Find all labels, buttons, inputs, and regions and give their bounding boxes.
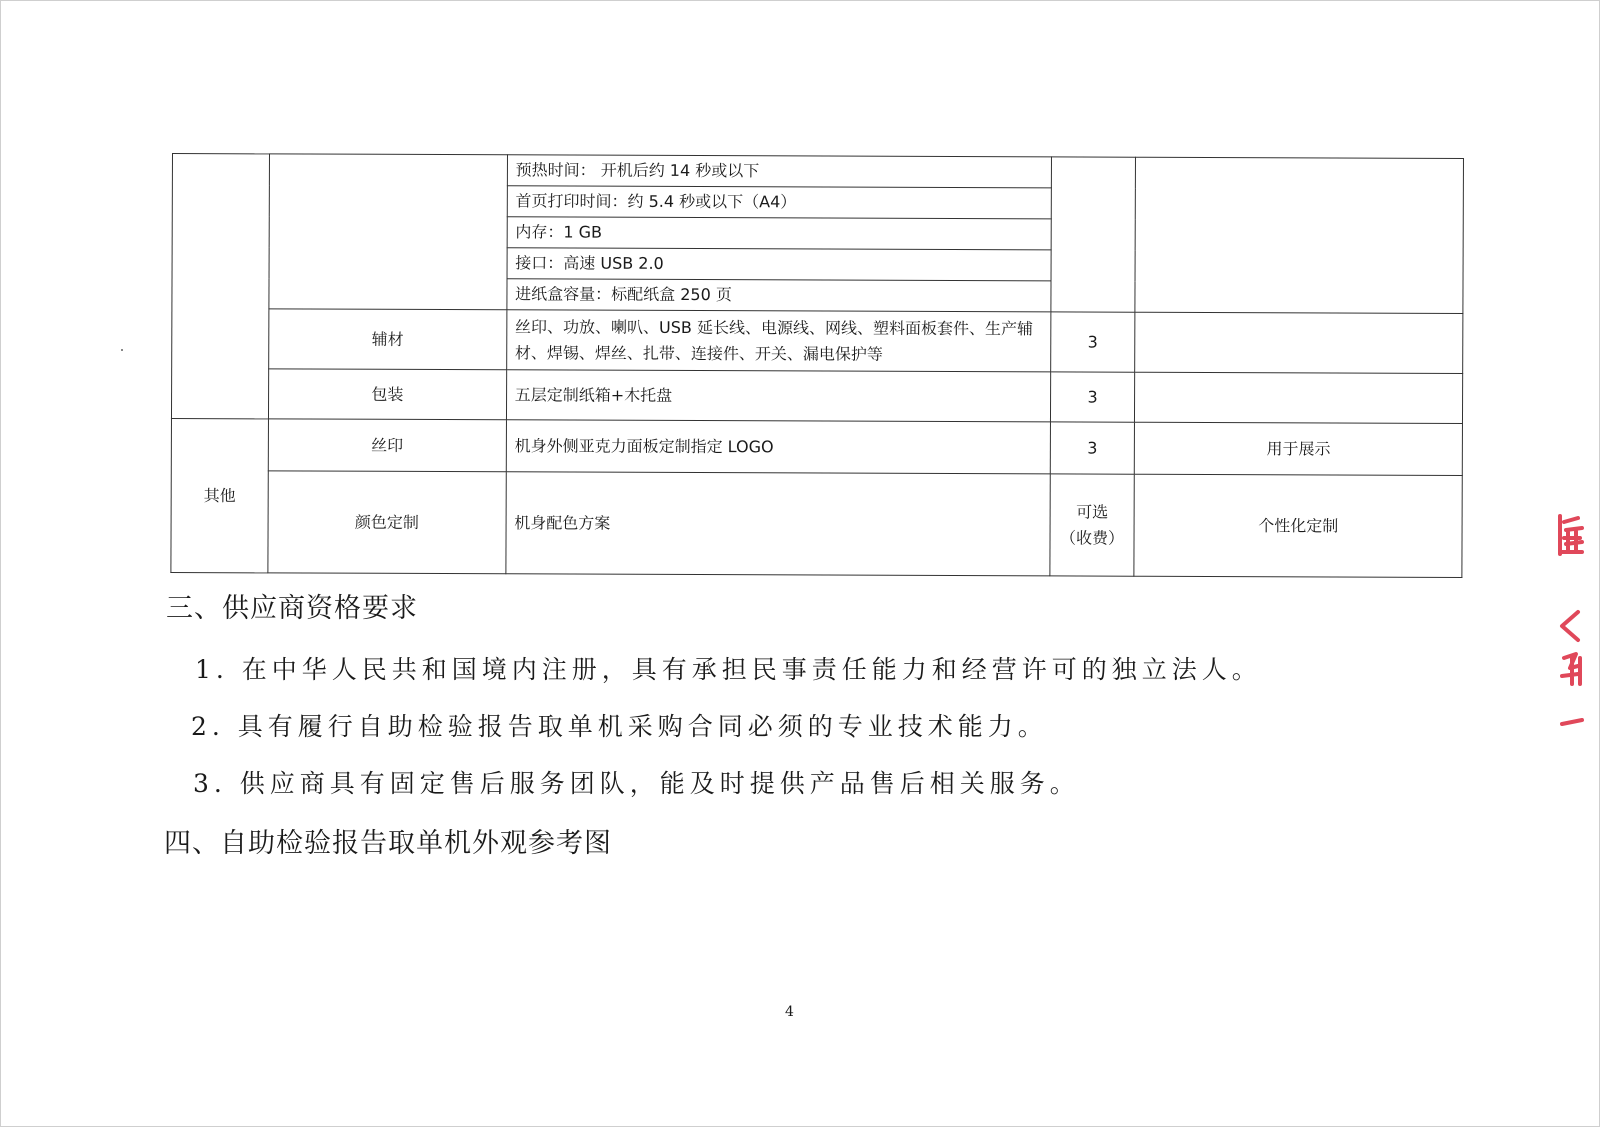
spec-warmup: 预热时间： 开机后约 14 秒或以下 — [507, 155, 1051, 188]
section4-title: 四、自助检验报告取单机外观参考图 — [164, 828, 612, 859]
aux-remark — [1135, 312, 1463, 373]
spec-first-print: 首页打印时间：约 5.4 秒或以下（A4） — [507, 186, 1051, 219]
table-row — [171, 470, 1462, 577]
spec-table — [170, 153, 1464, 578]
color-custom-remark: 个性化定制 — [1134, 474, 1462, 577]
qty-cell-blank — [1051, 157, 1136, 312]
scan-speck — [121, 349, 123, 351]
requirement-item-2: 2. 具有履行自助检验报告取单机采购合同必须的专业技术能力。 — [191, 712, 1048, 741]
table-row — [172, 309, 1463, 374]
silkprint-remark: 用于展示 — [1135, 422, 1463, 475]
packaging-qty: 3 — [1050, 372, 1135, 422]
section3-title: 三、供应商资格要求 — [166, 593, 418, 624]
remark-cell-blank — [1135, 157, 1463, 313]
item-cell-blank — [269, 154, 507, 310]
table-row — [172, 154, 1463, 190]
packaging-desc: 五层定制纸箱+木托盘 — [506, 370, 1050, 422]
silkprint-desc: 机身外侧亚克力面板定制指定 LOGO — [506, 420, 1050, 474]
table-row — [171, 418, 1462, 475]
aux-desc: 丝印、功放、喇叭、USB 延长线、电源线、网线、塑料面板套件、生产辅材、焊锡、焊丝、扎带、连接件、开关、漏电保护等 — [506, 310, 1050, 372]
packaging-remark — [1135, 372, 1463, 423]
silkprint-qty: 3 — [1050, 422, 1135, 474]
color-custom-desc: 机身配色方案 — [506, 472, 1050, 576]
qty-charge: （收费） — [1060, 527, 1125, 548]
requirement-item-1: 1. 在中华人民共和国境内注册，具有承担民事责任能力和经营许可的独立法人。 — [195, 655, 1262, 684]
spec-memory: 内存：1 GB — [507, 217, 1051, 250]
category-cell-blank — [171, 154, 269, 419]
color-custom-name: 颜色定制 — [268, 471, 506, 574]
table-row — [171, 369, 1462, 424]
packaging-name: 包装 — [268, 369, 506, 420]
spec-paper-tray: 进纸盒容量：标配纸盒 250 页 — [507, 279, 1051, 312]
page-number: 4 — [785, 1004, 794, 1020]
aux-name: 辅材 — [269, 309, 507, 370]
other-category: 其他 — [171, 418, 269, 572]
spec-interface: 接口：高速 USB 2.0 — [507, 248, 1051, 281]
qty-optional: 可选 — [1076, 502, 1109, 522]
aux-qty: 3 — [1050, 312, 1135, 372]
silkprint-name: 丝印 — [268, 419, 506, 472]
color-custom-qty — [1050, 474, 1135, 576]
seal-stamp-fragment — [1548, 508, 1588, 738]
requirement-item-3: 3. 供应商具有固定售后服务团队，能及时提供产品售后相关服务。 — [193, 769, 1080, 798]
